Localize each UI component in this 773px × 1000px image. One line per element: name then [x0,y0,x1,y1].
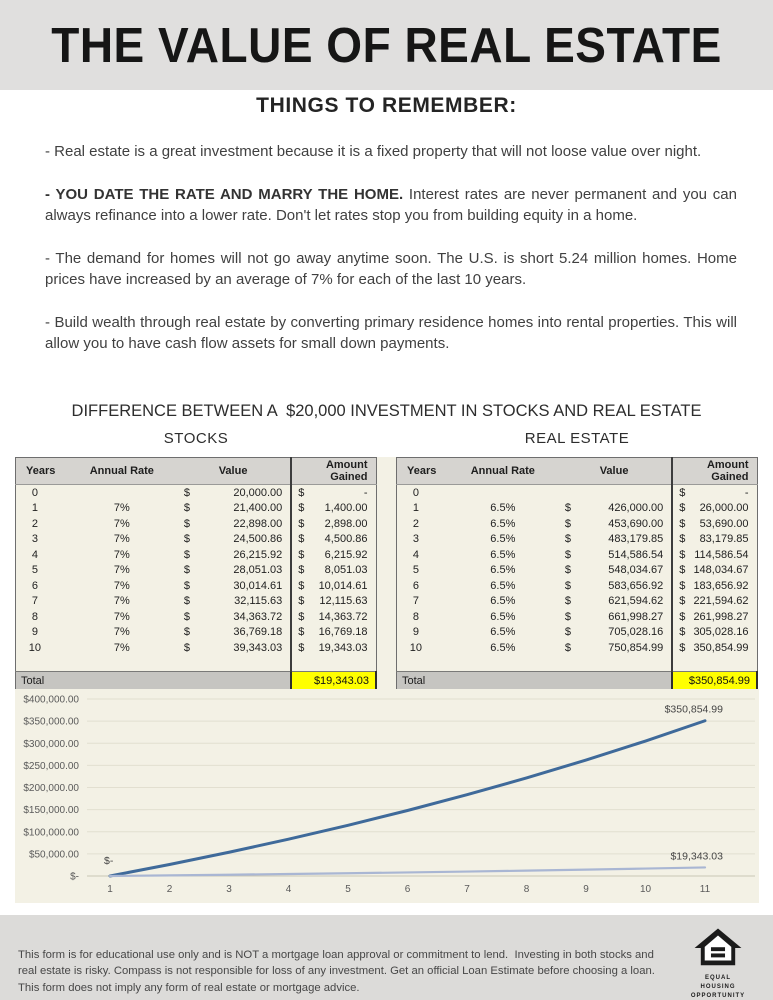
rate-cell [449,485,557,501]
total-value: $19,343.03 [291,671,376,692]
rate-cell: 6.5% [490,610,516,623]
value-cell [557,485,672,501]
svg-text:$250,000.00: $250,000.00 [23,760,79,772]
svg-text:8: 8 [523,884,530,895]
table-row [16,563,377,579]
gained-cell: $ 221,594.62 [672,594,757,610]
rate-cell: 6.5% [490,517,516,530]
years-cell: 4 [412,548,419,561]
years-cell: 3 [412,533,419,546]
years-cell: 10 [409,641,422,654]
gained-cell: $ 10,014.61 [291,578,376,594]
table-row [16,547,377,563]
years-cell: 9 [31,626,38,639]
rate-cell: 6.5% [490,533,516,546]
table-row [397,640,758,656]
table-row [16,516,377,532]
years-cell: 3 [31,533,38,546]
value-cell: $ 548,034.67 [564,564,664,577]
table-row [397,609,758,625]
total-label: Total [397,671,673,692]
gained-cell: $ - [291,485,376,501]
value-cell: $ 30,014.61 [183,579,283,592]
stocks-table-title: STOCKS [163,430,229,447]
gained-cell: $ 4,500.86 [291,532,376,548]
years-cell: 7 [412,595,419,608]
gained-cell: $ - [672,485,757,501]
value-cell: $ 26,215.92 [183,548,283,561]
years-cell: 2 [412,517,419,530]
spacer-row [16,656,377,672]
realestate-table-title: REAL ESTATE [524,430,630,447]
rate-cell: 7% [113,564,130,577]
years-cell: 1 [31,502,38,515]
svg-text:4: 4 [285,884,292,895]
table-row [16,640,377,656]
gains-line-chart [15,689,759,903]
svg-text:$300,000.00: $300,000.00 [23,738,79,750]
value-cell: $ 20,000.00 [183,486,283,499]
gained-cell: $ 114,586.54 [672,547,757,563]
spacer-row [397,656,758,672]
years-cell: 0 [412,486,419,499]
gained-cell: $ 14,363.72 [291,609,376,625]
things-to-remember-heading: THINGS TO REMEMBER: [256,94,517,117]
svg-text:$350,000.00: $350,000.00 [23,716,79,728]
gained-cell: $ 1,400.00 [291,501,376,517]
years-cell: 2 [31,517,38,530]
table-row [16,609,377,625]
total-label: Total [16,671,292,692]
page-title: THE VALUE OF REAL ESTATE [51,17,722,73]
value-cell: $ 750,854.99 [564,641,664,654]
rate-cell: 7% [113,610,130,623]
svg-text:6: 6 [404,884,411,895]
years-cell: 6 [31,579,38,592]
svg-text:$-: $- [104,855,114,867]
rate-cell [68,485,176,501]
value-cell: $ 426,000.00 [564,502,664,515]
gains-chart-svg [15,689,759,903]
value-cell: $ 483,179.85 [564,533,664,546]
gained-cell: $ 183,656.92 [672,578,757,594]
total-value: $350,854.99 [672,671,757,692]
svg-text:5: 5 [345,884,351,895]
rate-cell: 7% [113,641,130,654]
page-footer [0,915,773,1000]
value-cell: $ 34,363.72 [183,610,283,623]
eho-label: EQUAL HOUSING OPPORTUNITY [690,975,746,999]
table-row [397,578,758,594]
rate-cell: 7% [113,533,130,546]
svg-text:9: 9 [583,884,589,895]
years-cell: 4 [31,548,38,561]
years-cell: 6 [412,579,419,592]
years-cell: 7 [31,595,38,608]
gained-cell: $ 12,115.63 [291,594,376,610]
years-cell: 10 [28,641,41,654]
svg-text:$350,854.99: $350,854.99 [664,703,723,716]
table-row [397,516,758,532]
bullet-paragraph: - Build wealth through real estate by converting primary residence homes into rental properties. This will allow you to have cash flow assets for small down payments. [45,314,737,352]
svg-text:11: 11 [699,884,711,895]
rate-cell: 6.5% [490,626,516,639]
years-cell: 5 [412,564,419,577]
bullet-paragraph: - YOU DATE THE RATE AND MARRY THE HOME. Interest rates are never permanent and you can always refinance into a lower rate. Don't let rates stop you from building equity in a home. [45,186,737,224]
years-cell: 8 [31,610,38,623]
table-row [397,501,758,517]
gained-cell: $ 19,343.03 [291,640,376,656]
gained-cell: $ 6,215.92 [291,547,376,563]
svg-text:$150,000.00: $150,000.00 [23,805,79,817]
value-cell: $ 39,343.03 [183,641,283,654]
rate-cell: 7% [113,502,130,515]
gained-cell: $ 8,051.03 [291,563,376,579]
years-cell: 1 [412,502,419,515]
rate-cell: 6.5% [490,579,516,592]
table-row [397,547,758,563]
gained-cell: $ 305,028.16 [672,625,757,641]
value-cell: $ 453,690.00 [564,517,664,530]
gained-cell: $ 16,769.18 [291,625,376,641]
svg-text:$50,000.00: $50,000.00 [28,849,79,861]
rate-cell: 6.5% [490,595,516,608]
years-cell: 0 [31,486,38,499]
rate-cell: 6.5% [490,502,516,515]
rate-cell: 7% [113,517,130,530]
years-cell: 8 [412,610,419,623]
svg-text:$100,000.00: $100,000.00 [23,827,79,839]
rate-cell: 6.5% [490,641,516,654]
svg-text:$400,000.00: $400,000.00 [23,694,79,706]
table-row [397,532,758,548]
table-row [16,532,377,548]
value-cell: $ 705,028.16 [564,626,664,639]
realestate-table [396,457,758,693]
table-row [16,501,377,517]
table-row [397,485,758,501]
svg-text:$-: $- [70,871,79,883]
gained-cell: $ 350,854.99 [672,640,757,656]
value-cell: $ 22,898.00 [183,517,283,530]
equal-housing-icon [693,927,743,969]
rate-cell: 7% [113,579,130,592]
rate-cell: 7% [113,626,130,639]
table-row [16,578,377,594]
svg-text:2: 2 [166,884,173,895]
table-row [16,485,377,501]
value-cell: $ 36,769.18 [183,626,283,639]
gained-cell: $ 53,690.00 [672,516,757,532]
comparison-heading: DIFFERENCE BETWEEN A $20,000 INVESTMENT IN STOCKS AND REAL ESTATE [71,402,702,420]
value-cell: $ 514,586.54 [564,548,664,561]
value-cell: $ 661,998.27 [564,610,664,623]
bullet-paragraph: - Real estate is a great investment because it is a fixed property that will not loose value over night. [45,143,702,160]
table-row [397,563,758,579]
value-cell: $ 28,051.03 [183,564,283,577]
disclaimer-text: This form is for educational use only and is NOT a mortgage loan approval or commitment to lend. Investing in both stocks and real estate is risky. Compass is not responsible for loss of any investment. Get an official Loan Estimate before choosing a loan. This form does not imply any form of real estate or mortgage advice. [18,949,665,994]
svg-text:$19,343.03: $19,343.03 [670,850,723,863]
svg-text:7: 7 [464,884,470,895]
rate-cell: 6.5% [490,548,516,561]
gained-cell: $ 83,179.85 [672,532,757,548]
eho-logo [687,927,749,1000]
table-row [397,594,758,610]
table-row [397,625,758,641]
table-header-row: Years Annual Rate Value Amount Gained [16,458,377,485]
svg-text:3: 3 [226,884,232,895]
value-cell: $ 583,656.92 [564,579,664,592]
rate-cell: 7% [113,595,130,608]
svg-text:$200,000.00: $200,000.00 [23,783,79,794]
value-cell: $ 24,500.86 [183,533,283,546]
table-row [16,594,377,610]
value-cell: $ 621,594.62 [564,595,664,608]
rate-cell: 7% [113,548,130,561]
page-header [0,0,773,90]
bullet-paragraph: - The demand for homes will not go away anytime soon. The U.S. is short 5.24 million homes. Home prices have increased by an average of 7% for each of the last 10 years. [45,250,737,288]
table-row [16,625,377,641]
svg-text:1: 1 [107,884,113,895]
value-cell: $ 32,115.63 [183,595,283,608]
gained-cell: $ 261,998.27 [672,609,757,625]
table-header-row: Years Annual Rate Value Amount Gained [397,458,758,485]
gained-cell: $ 26,000.00 [672,501,757,517]
gained-cell: $ 148,034.67 [672,563,757,579]
gained-cell: $ 2,898.00 [291,516,376,532]
stocks-table [15,457,377,693]
comparison-tables [15,430,758,693]
svg-text:10: 10 [639,884,652,895]
bullet-list [45,141,737,376]
value-cell: $ 21,400.00 [183,502,283,515]
years-cell: 9 [412,626,419,639]
rate-cell: 6.5% [490,564,516,577]
years-cell: 5 [31,564,38,577]
